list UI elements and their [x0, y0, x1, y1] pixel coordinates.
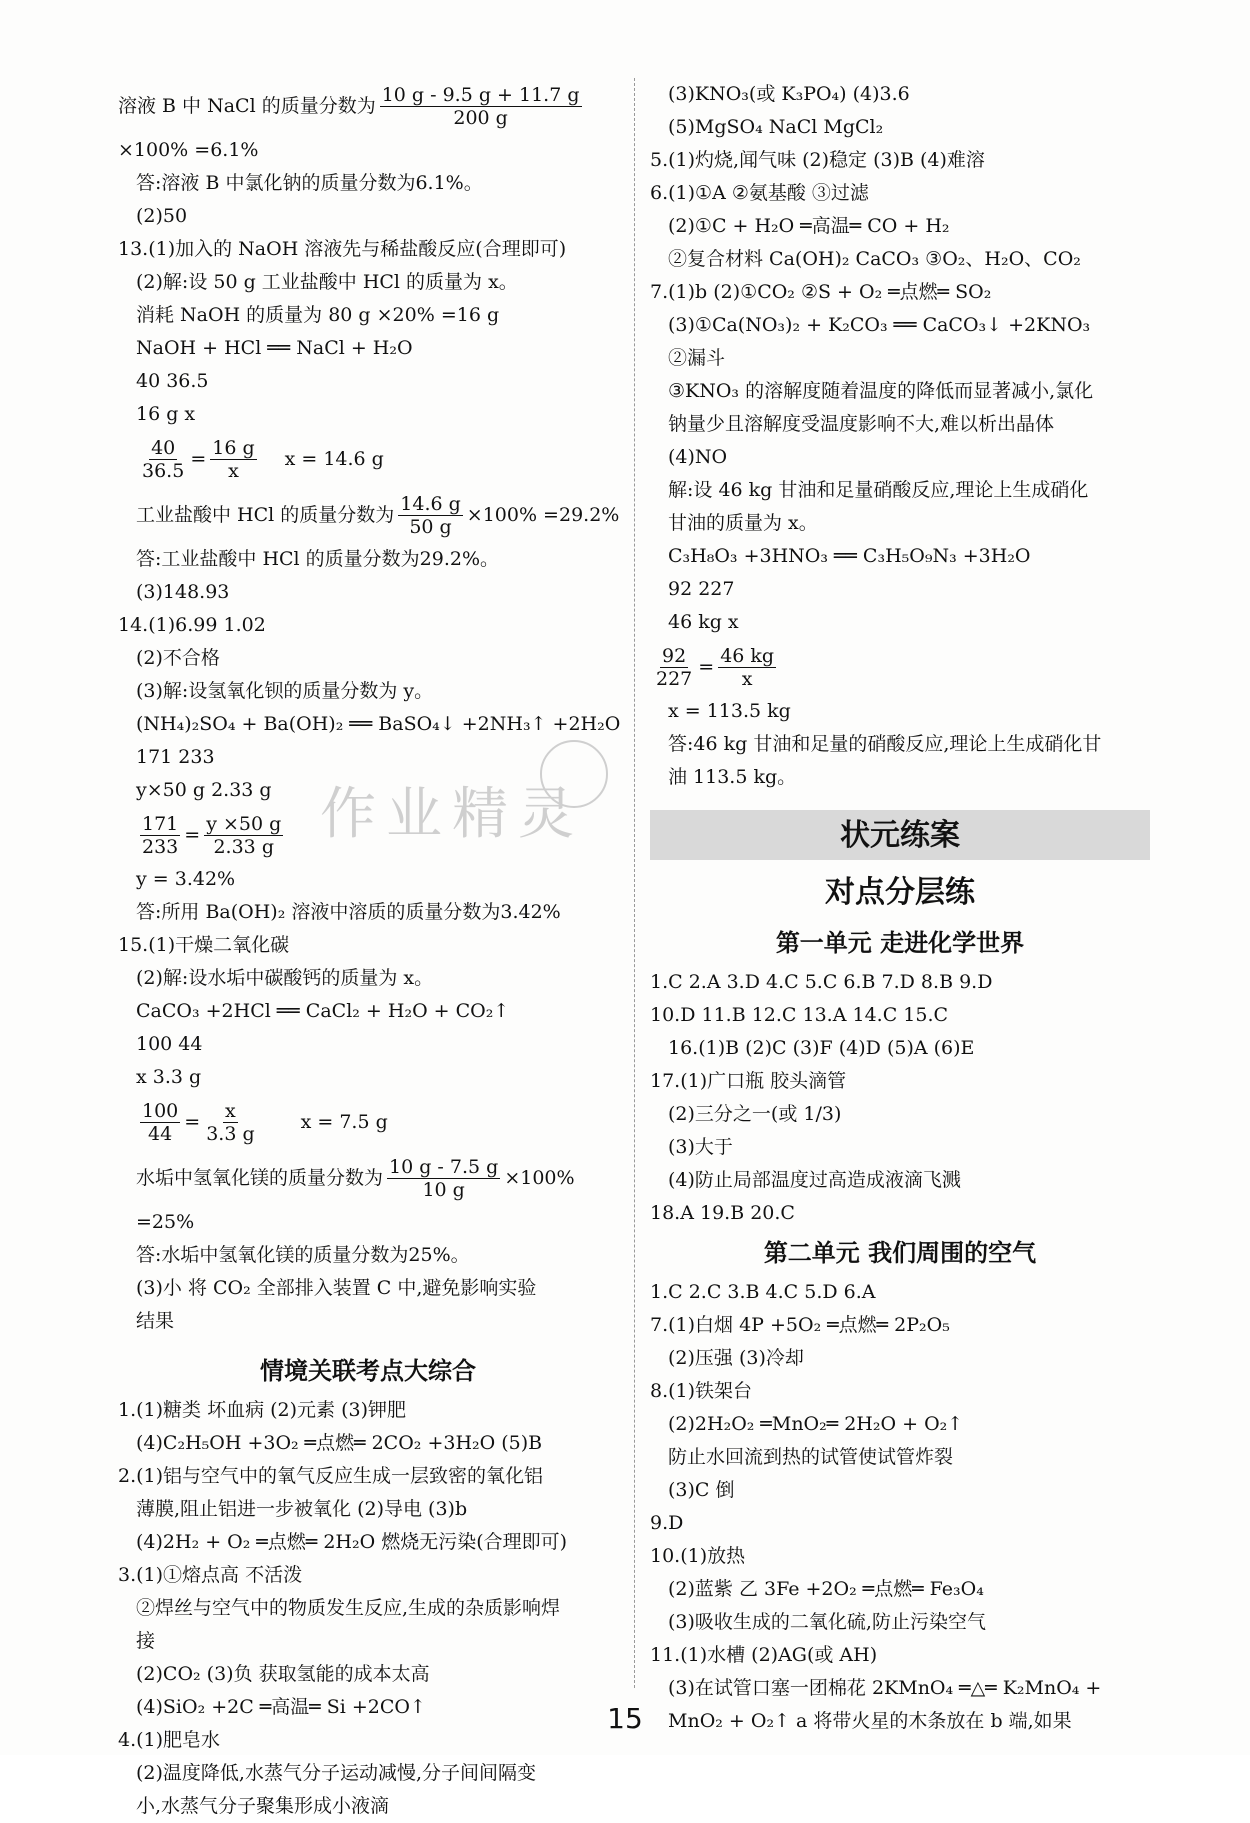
text-line: (2)CO₂ (3)负 获取氢能的成本太高	[136, 1663, 430, 1685]
text-line: (2)三分之一(或 1/3)	[668, 1103, 842, 1125]
fraction	[718, 645, 776, 690]
text-line: 答:所用 Ba(OH)₂ 溶液中溶质的质量分数为3.42%	[136, 901, 561, 923]
banner-zhuangyuan: 状元练案	[650, 810, 1150, 860]
text: 溶液 B 中 NaCl 的质量分数为	[118, 94, 376, 117]
text-line: 8.(1)铁架台	[650, 1380, 753, 1402]
text: ×100%	[504, 1166, 575, 1189]
text-line: ②焊丝与空气中的物质发生反应,生成的杂质影响焊	[136, 1597, 561, 1619]
proportion-13	[118, 431, 618, 487]
watermark: 作业精灵	[320, 782, 584, 847]
left-column	[118, 78, 621, 1823]
text-line: (2)蓝紫 乙 3Fe +2O₂ ═点燃═ Fe₃O₄	[668, 1578, 984, 1600]
text-line: 1.C 2.C 3.B 4.C 5.D 6.A	[650, 1281, 876, 1303]
denominator: 36.5	[142, 459, 185, 482]
text-line: 7.(1)白烟 4P +5O₂ ═点燃═ 2P₂O₅	[650, 1314, 950, 1336]
text-line: 薄膜,阻止铝进一步被氧化 (2)导电 (3)b	[136, 1498, 468, 1520]
denominator: 3.3 g	[206, 1122, 255, 1145]
text-line: (2)2H₂O₂ ═MnO₂═ 2H₂O + O₂↑	[668, 1413, 964, 1435]
text-line: x = 113.5 kg	[668, 700, 791, 722]
fraction	[204, 813, 283, 858]
text-line: 46 kg x	[668, 611, 739, 633]
result: x = 7.5 g	[300, 1110, 388, 1133]
text-line: 6.(1)①A ②氨基酸 ③过滤	[650, 182, 869, 204]
denominator: 10 g	[422, 1178, 465, 1201]
fraction	[654, 645, 694, 690]
text-line: x 3.3 g	[136, 1066, 202, 1088]
equals: =	[698, 655, 715, 678]
text-line: NaOH + HCl ══ NaCl + H₂O	[136, 337, 413, 359]
text-line: (3)KNO₃(或 K₃PO₄) (4)3.6	[668, 83, 910, 105]
text-line: 5.(1)灼烧,闻气味 (2)稳定 (3)B (4)难溶	[650, 149, 985, 171]
unit1-answers	[650, 966, 1150, 1230]
numerator: 171	[142, 812, 179, 835]
text-line: (2)不合格	[136, 647, 220, 669]
fraction	[380, 84, 582, 129]
text-line: 92 227	[668, 578, 735, 600]
fraction	[140, 437, 186, 482]
text-line: (3)C 倒	[668, 1479, 735, 1501]
numerator: 10 g - 7.5 g	[389, 1155, 499, 1178]
text-line: y×50 g 2.33 g	[136, 779, 272, 801]
text-line: 钠量少且溶解度受温度影响不大,难以析出晶体	[668, 413, 1055, 435]
text-line: (2)温度降低,水蒸气分子运动减慢,分子间间隔变	[136, 1762, 536, 1784]
numerator: 100	[142, 1099, 179, 1122]
denominator: 200 g	[453, 106, 508, 129]
text-line: 防止水回流到热的试管使试管炸裂	[668, 1446, 954, 1468]
fraction	[140, 813, 180, 858]
text-line: 解:设 46 kg 甘油和足量硝酸反应,理论上生成硝化	[668, 479, 1089, 501]
text-line: 答:工业盐酸中 HCl 的质量分数为29.2%。	[136, 548, 500, 570]
text-line: MnO₂ + O₂↑ a 将带火星的木条放在 b 端,如果	[668, 1710, 1072, 1732]
text-line: (NH₄)₂SO₄ + Ba(OH)₂ ══ BaSO₄↓ +2NH₃↑ +2H₂O	[136, 713, 621, 735]
proportion-7	[650, 639, 1150, 695]
text-line: (3)大于	[668, 1136, 733, 1158]
column-divider	[634, 78, 635, 1688]
answer-block-15	[118, 863, 618, 1094]
text-line: 结果	[136, 1310, 175, 1332]
numerator: 10 g - 9.5 g + 11.7 g	[381, 83, 580, 106]
text-line: 18.A 19.B 20.C	[650, 1202, 795, 1224]
text-line: (4)2H₂ + O₂ ═点燃═ 2H₂O 燃烧无污染(合理即可)	[136, 1531, 568, 1553]
denominator: x	[741, 667, 753, 690]
text-line: 2.(1)铝与空气中的氧气反应生成一层致密的氧化铝	[118, 1465, 544, 1487]
text-line: (3)小 将 CO₂ 全部排入装置 C 中,避免影响实验	[136, 1277, 537, 1299]
page-number: 15	[607, 1702, 643, 1735]
text-line: (4)C₂H₅OH +3O₂ ═点燃═ 2CO₂ +3H₂O (5)B	[136, 1432, 543, 1454]
denominator: x	[228, 459, 239, 482]
text-line: 100 44	[136, 1033, 203, 1055]
equals: =	[184, 823, 201, 846]
denominator: 44	[148, 1122, 173, 1145]
answer-block-7-end	[650, 695, 1150, 794]
equals: =	[184, 1110, 201, 1133]
unit1-title: 第一单元 走进化学世界	[775, 929, 1025, 957]
heading-main: 对点分层练	[825, 875, 975, 910]
text-line: y = 3.42%	[136, 868, 236, 890]
text-line: (3)148.93	[136, 581, 230, 603]
text-line: (2)解:设 50 g 工业盐酸中 HCl 的质量为 x。	[136, 271, 518, 293]
fraction	[140, 1100, 180, 1145]
numerator: x	[225, 1099, 236, 1122]
fraction	[210, 437, 256, 482]
text-line: 11.(1)水槽 (2)AG(或 AH)	[650, 1644, 878, 1666]
text-line: 答:溶液 B 中氯化钠的质量分数为6.1%。	[136, 172, 483, 194]
text-line: (3)吸收生成的二氧化硫,防止污染空气	[668, 1611, 986, 1633]
text-line: 小,水蒸气分子聚集形成小液滴	[136, 1795, 390, 1817]
numerator: y ×50 g	[206, 812, 282, 835]
text-line: (3)解:设氢氧化钡的质量分数为 y。	[136, 680, 434, 702]
denominator: 233	[142, 835, 179, 858]
text-line: CaCO₃ +2HCl ══ CaCl₂ + H₂O + CO₂↑	[136, 1000, 510, 1022]
result: x = 14.6 g	[284, 447, 384, 470]
text-line: 13.(1)加入的 NaOH 溶液先与稀盐酸反应(合理即可)	[118, 238, 567, 260]
text-line: C₃H₈O₃ +3HNO₃ ══ C₃H₅O₉N₃ +3H₂O	[668, 545, 1031, 567]
text-line: (2)解:设水垢中碳酸钙的质量为 x。	[136, 967, 434, 989]
text-line: 16.(1)B (2)C (3)F (4)D (5)A (6)E	[668, 1037, 975, 1059]
text-line: ②复合材料 Ca(OH)₂ CaCO₃ ③O₂、H₂O、CO₂	[668, 248, 1081, 270]
text-line: (2)压强 (3)冷却	[668, 1347, 804, 1369]
text-line: 答:46 kg 甘油和足量的硝酸反应,理论上生成硝化甘	[668, 733, 1102, 755]
text-line: 40 36.5	[136, 370, 209, 392]
text-line: 16 g x	[136, 403, 196, 425]
fraction	[204, 1100, 256, 1145]
text-line: 答:水垢中氢氧化镁的质量分数为25%。	[136, 1244, 470, 1266]
text-line: (4)SiO₂ +2C ═高温═ Si +2CO↑	[136, 1696, 426, 1718]
proportion-15	[118, 1094, 618, 1150]
text-line: 油 113.5 kg。	[668, 766, 797, 788]
fraction	[398, 493, 463, 538]
section-heading-qingjing: 情境关联考点大综合	[260, 1357, 476, 1385]
mass-fraction-line-b	[118, 78, 618, 134]
text-line: (2)50	[136, 205, 188, 227]
numerator: 92	[662, 644, 687, 667]
text-line: (5)MgSO₄ NaCl MgCl₂	[668, 116, 884, 138]
answer-block-13	[118, 134, 618, 431]
answer-block-context	[118, 1394, 618, 1823]
numerator: 16 g	[212, 436, 255, 459]
text-line: 10.D 11.B 12.C 13.A 14.C 15.C	[650, 1004, 949, 1026]
equals: =	[190, 447, 207, 470]
denominator: 50 g	[409, 515, 452, 538]
text-line: (3)①Ca(NO₃)₂ + K₂CO₃ ══ CaCO₃↓ +2KNO₃	[668, 314, 1091, 336]
text-line: 9.D	[650, 1512, 684, 1534]
text-line: 171 233	[136, 746, 215, 768]
text-line: 甘油的质量为 x。	[668, 512, 818, 534]
text: 水垢中氢氧化镁的质量分数为	[136, 1166, 384, 1189]
text-line: 17.(1)广口瓶 胶头滴管	[650, 1070, 847, 1092]
text-line: ②漏斗	[668, 347, 726, 369]
text-line: (2)①C + H₂O ═高温═ CO + H₂	[668, 215, 950, 237]
text-line: (4)NO	[668, 446, 728, 468]
fraction	[387, 1156, 500, 1201]
unit2-answers	[650, 1276, 1150, 1738]
text-line: 4.(1)肥皂水	[118, 1729, 221, 1751]
text-line: ×100% =6.1%	[118, 139, 259, 161]
numerator: 40	[151, 436, 176, 459]
text: 工业盐酸中 HCl 的质量分数为	[136, 503, 395, 526]
hcl-fraction-line	[118, 487, 618, 543]
answer-block-15-end	[118, 1206, 618, 1338]
text-line: ③KNO₃ 的溶解度随着温度的降低而显著减小,氯化	[668, 380, 1094, 402]
text-line: 15.(1)干燥二氧化碳	[118, 934, 290, 956]
text-line: 1.C 2.A 3.D 4.C 5.C 6.B 7.D 8.B 9.D	[650, 971, 993, 993]
watermark-seal	[540, 740, 608, 808]
text-line: (4)防止局部温度过高造成液滴飞溅	[668, 1169, 961, 1191]
numerator: 14.6 g	[400, 492, 461, 515]
right-column	[650, 78, 1150, 1738]
text-line: 7.(1)b (2)①CO₂ ②S + O₂ ═点燃═ SO₂	[650, 281, 992, 303]
text-line: (3)在试管口塞一团棉花 2KMnO₄ ═△═ K₂MnO₄ +	[668, 1677, 1102, 1699]
denominator: 2.33 g	[213, 835, 274, 858]
text-line: 接	[136, 1630, 156, 1652]
mg-fraction-line	[118, 1150, 618, 1206]
text-line: =25%	[136, 1211, 195, 1233]
text-line: 1.(1)糖类 坏血病 (2)元素 (3)钾肥	[118, 1399, 406, 1421]
text: ×100% =29.2%	[466, 503, 620, 526]
denominator: 227	[656, 667, 693, 690]
text-line: 消耗 NaOH 的质量为 80 g ×20% =16 g	[136, 304, 500, 326]
text-line: 3.(1)①熔点高 不活泼	[118, 1564, 303, 1586]
answer-block-3-7	[650, 78, 1150, 639]
numerator: 46 kg	[720, 644, 775, 667]
unit2-title: 第二单元 我们周围的空气	[763, 1239, 1037, 1267]
text-line: 14.(1)6.99 1.02	[118, 614, 266, 636]
text-line: 10.(1)放热	[650, 1545, 746, 1567]
